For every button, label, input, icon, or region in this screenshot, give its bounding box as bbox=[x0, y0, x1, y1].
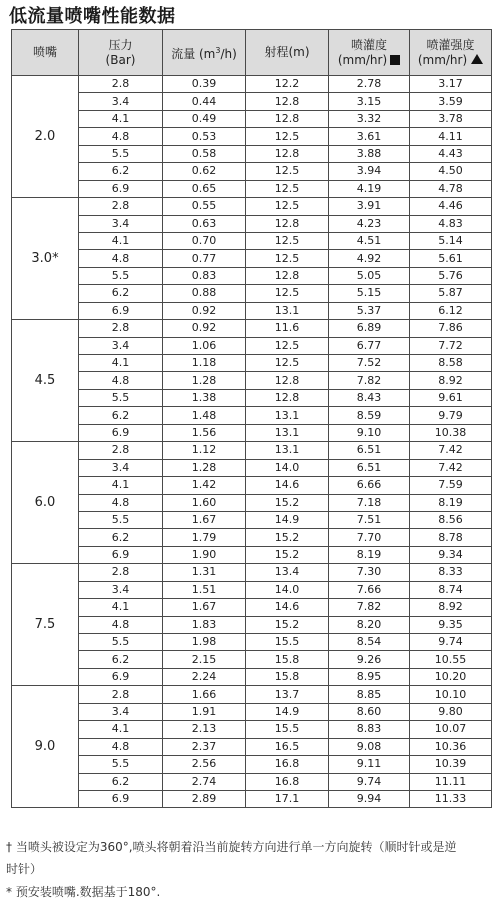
flow-cell: 0.58 bbox=[163, 145, 246, 162]
flow-cell: 0.65 bbox=[163, 180, 246, 197]
pressure-cell: 2.8 bbox=[79, 198, 163, 215]
flow-cell: 2.74 bbox=[163, 773, 246, 790]
table-row bbox=[12, 773, 492, 790]
precip-square-cell: 9.74 bbox=[329, 773, 410, 790]
pressure-cell: 4.1 bbox=[79, 355, 163, 372]
flow-cell: 1.79 bbox=[163, 529, 246, 546]
table-row bbox=[12, 721, 492, 738]
precip-triangle-cell: 10.07 bbox=[410, 721, 492, 738]
radius-cell: 14.6 bbox=[246, 599, 329, 616]
radius-cell: 11.6 bbox=[246, 320, 329, 337]
radius-cell: 13.7 bbox=[246, 686, 329, 703]
precip-square-cell: 4.51 bbox=[329, 232, 410, 249]
flow-cell: 1.67 bbox=[163, 511, 246, 528]
header-pressure: 压力 (Bar) bbox=[79, 30, 163, 76]
table-row bbox=[12, 651, 492, 668]
pressure-cell: 6.9 bbox=[79, 424, 163, 441]
pressure-cell: 4.1 bbox=[79, 599, 163, 616]
pressure-cell: 6.2 bbox=[79, 773, 163, 790]
nozzle-cell: 4.5 bbox=[12, 320, 79, 442]
flow-cell: 1.98 bbox=[163, 634, 246, 651]
precip-square-cell: 8.83 bbox=[329, 721, 410, 738]
pressure-cell: 5.5 bbox=[79, 267, 163, 284]
table-row bbox=[12, 494, 492, 511]
radius-cell: 16.8 bbox=[246, 756, 329, 773]
precip-square-cell: 5.15 bbox=[329, 285, 410, 302]
flow-cell: 1.67 bbox=[163, 599, 246, 616]
pressure-cell: 5.5 bbox=[79, 756, 163, 773]
flow-cell: 0.44 bbox=[163, 93, 246, 110]
flow-cell: 2.13 bbox=[163, 721, 246, 738]
precip-triangle-cell: 10.20 bbox=[410, 668, 492, 685]
precip-triangle-cell: 3.17 bbox=[410, 76, 492, 93]
pressure-cell: 4.8 bbox=[79, 616, 163, 633]
table-row bbox=[12, 320, 492, 337]
precip-square-cell: 9.08 bbox=[329, 738, 410, 755]
radius-cell: 15.2 bbox=[246, 616, 329, 633]
precip-triangle-cell: 11.33 bbox=[410, 790, 492, 807]
table-row bbox=[12, 564, 492, 581]
pressure-cell: 4.8 bbox=[79, 738, 163, 755]
pressure-cell: 4.1 bbox=[79, 721, 163, 738]
radius-cell: 15.5 bbox=[246, 721, 329, 738]
precip-square-cell: 7.52 bbox=[329, 355, 410, 372]
precip-square-cell: 7.82 bbox=[329, 599, 410, 616]
radius-cell: 12.8 bbox=[246, 110, 329, 127]
table-row bbox=[12, 529, 492, 546]
precip-square-cell: 6.66 bbox=[329, 477, 410, 494]
radius-cell: 16.5 bbox=[246, 738, 329, 755]
nozzle-cell: 2.0 bbox=[12, 76, 79, 198]
pressure-cell: 6.9 bbox=[79, 668, 163, 685]
pressure-cell: 6.2 bbox=[79, 529, 163, 546]
flow-cell: 2.89 bbox=[163, 790, 246, 807]
radius-cell: 13.1 bbox=[246, 407, 329, 424]
triangle-icon bbox=[471, 54, 483, 64]
flow-cell: 0.92 bbox=[163, 320, 246, 337]
note-dagger: † 当喷头被设定为360°,喷头将朝着沿当前旋转方向进行单一方向旋转（顺时针或是逆 时针） bbox=[6, 840, 457, 876]
table-header-row bbox=[12, 30, 492, 76]
header-nozzle: 喷嘴 bbox=[12, 30, 79, 76]
radius-cell: 12.8 bbox=[246, 389, 329, 406]
precip-triangle-cell: 7.72 bbox=[410, 337, 492, 354]
precip-square-cell: 6.89 bbox=[329, 320, 410, 337]
precip-triangle-cell: 10.10 bbox=[410, 686, 492, 703]
flow-cell: 0.62 bbox=[163, 163, 246, 180]
precip-square-cell: 4.92 bbox=[329, 250, 410, 267]
radius-cell: 12.5 bbox=[246, 337, 329, 354]
radius-cell: 13.4 bbox=[246, 564, 329, 581]
precip-triangle-cell: 5.14 bbox=[410, 232, 492, 249]
radius-cell: 13.1 bbox=[246, 442, 329, 459]
table-row bbox=[12, 250, 492, 267]
table-row bbox=[12, 546, 492, 563]
precip-triangle-cell: 9.34 bbox=[410, 546, 492, 563]
flow-cell: 1.31 bbox=[163, 564, 246, 581]
precip-square-cell: 3.15 bbox=[329, 93, 410, 110]
precip-triangle-cell: 7.42 bbox=[410, 442, 492, 459]
table-row bbox=[12, 407, 492, 424]
precip-triangle-cell: 8.92 bbox=[410, 599, 492, 616]
radius-cell: 16.8 bbox=[246, 773, 329, 790]
table-row bbox=[12, 668, 492, 685]
table-row bbox=[12, 424, 492, 441]
precip-triangle-cell: 8.58 bbox=[410, 355, 492, 372]
radius-cell: 12.5 bbox=[246, 250, 329, 267]
pressure-cell: 4.1 bbox=[79, 477, 163, 494]
header-flow: 流量 $(m^3/h)$ bbox=[163, 30, 246, 76]
precip-square-cell: 9.94 bbox=[329, 790, 410, 807]
pressure-cell: 6.9 bbox=[79, 790, 163, 807]
precip-triangle-cell: 4.43 bbox=[410, 145, 492, 162]
note-asterisk: * 预安装喷嘴.数据基于180°. bbox=[6, 885, 161, 899]
precip-triangle-cell: 7.59 bbox=[410, 477, 492, 494]
precip-square-cell: 6.51 bbox=[329, 459, 410, 476]
precip-triangle-cell: 9.61 bbox=[410, 389, 492, 406]
precip-triangle-cell: 8.78 bbox=[410, 529, 492, 546]
pressure-cell: 2.8 bbox=[79, 320, 163, 337]
table-row bbox=[12, 180, 492, 197]
pressure-cell: 4.8 bbox=[79, 250, 163, 267]
radius-cell: 15.2 bbox=[246, 529, 329, 546]
flow-cell: 0.63 bbox=[163, 215, 246, 232]
flow-cell: 1.28 bbox=[163, 459, 246, 476]
precip-triangle-cell: 4.78 bbox=[410, 180, 492, 197]
radius-cell: 12.8 bbox=[246, 372, 329, 389]
precip-square-cell: 9.10 bbox=[329, 424, 410, 441]
precip-square-cell: 8.95 bbox=[329, 668, 410, 685]
precip-square-cell: 7.51 bbox=[329, 511, 410, 528]
flow-cell: 0.55 bbox=[163, 198, 246, 215]
table-row bbox=[12, 634, 492, 651]
pressure-cell: 6.9 bbox=[79, 546, 163, 563]
precip-square-cell: 4.23 bbox=[329, 215, 410, 232]
table-row bbox=[12, 337, 492, 354]
table-row bbox=[12, 93, 492, 110]
pressure-cell: 5.5 bbox=[79, 145, 163, 162]
radius-cell: 14.6 bbox=[246, 477, 329, 494]
radius-cell: 12.8 bbox=[246, 145, 329, 162]
table-row bbox=[12, 790, 492, 807]
precip-square-cell: 3.88 bbox=[329, 145, 410, 162]
flow-cell: 1.48 bbox=[163, 407, 246, 424]
pressure-cell: 3.4 bbox=[79, 337, 163, 354]
precip-triangle-cell: 4.46 bbox=[410, 198, 492, 215]
precip-square-cell: 8.60 bbox=[329, 703, 410, 720]
flow-cell: 0.53 bbox=[163, 128, 246, 145]
precip-triangle-cell: 9.80 bbox=[410, 703, 492, 720]
precip-triangle-cell: 6.12 bbox=[410, 302, 492, 319]
precip-triangle-cell: 9.35 bbox=[410, 616, 492, 633]
flow-cell: 1.18 bbox=[163, 355, 246, 372]
radius-cell: 12.5 bbox=[246, 180, 329, 197]
flow-cell: 0.92 bbox=[163, 302, 246, 319]
flow-cell: 1.91 bbox=[163, 703, 246, 720]
precip-square-cell: 2.78 bbox=[329, 76, 410, 93]
precip-triangle-cell: 7.42 bbox=[410, 459, 492, 476]
nozzle-cell: 7.5 bbox=[12, 564, 79, 686]
table-row bbox=[12, 285, 492, 302]
radius-cell: 15.2 bbox=[246, 546, 329, 563]
flow-cell: 0.77 bbox=[163, 250, 246, 267]
flow-cell: 1.60 bbox=[163, 494, 246, 511]
header-precip-triangle: 喷灌强度 (mm/hr) bbox=[410, 30, 492, 76]
radius-cell: 12.8 bbox=[246, 215, 329, 232]
precip-square-cell: 8.59 bbox=[329, 407, 410, 424]
radius-cell: 12.2 bbox=[246, 76, 329, 93]
radius-cell: 15.5 bbox=[246, 634, 329, 651]
page-title: 低流量喷嘴性能数据 bbox=[9, 6, 176, 27]
flow-cell: 0.83 bbox=[163, 267, 246, 284]
pressure-cell: 6.2 bbox=[79, 285, 163, 302]
radius-cell: 15.2 bbox=[246, 494, 329, 511]
table-row bbox=[12, 442, 492, 459]
table-row bbox=[12, 756, 492, 773]
table-row bbox=[12, 599, 492, 616]
precip-triangle-cell: 3.59 bbox=[410, 93, 492, 110]
precip-square-cell: 3.94 bbox=[329, 163, 410, 180]
precip-triangle-cell: 8.92 bbox=[410, 372, 492, 389]
flow-cell: 1.83 bbox=[163, 616, 246, 633]
precip-square-cell: 8.85 bbox=[329, 686, 410, 703]
pressure-cell: 4.1 bbox=[79, 110, 163, 127]
table-row bbox=[12, 581, 492, 598]
precip-triangle-cell: 11.11 bbox=[410, 773, 492, 790]
precip-square-cell: 5.37 bbox=[329, 302, 410, 319]
precip-triangle-cell: 5.61 bbox=[410, 250, 492, 267]
flow-cell: 0.88 bbox=[163, 285, 246, 302]
table-row bbox=[12, 738, 492, 755]
flow-cell: 1.42 bbox=[163, 477, 246, 494]
table-row bbox=[12, 232, 492, 249]
precip-square-cell: 8.19 bbox=[329, 546, 410, 563]
radius-cell: 15.8 bbox=[246, 668, 329, 685]
table-row bbox=[12, 128, 492, 145]
radius-cell: 12.5 bbox=[246, 128, 329, 145]
radius-cell: 14.9 bbox=[246, 703, 329, 720]
header-precip-square: 喷灌度 (mm/hr) bbox=[329, 30, 410, 76]
precip-triangle-cell: 10.55 bbox=[410, 651, 492, 668]
flow-cell: 2.24 bbox=[163, 668, 246, 685]
precip-square-cell: 3.32 bbox=[329, 110, 410, 127]
radius-cell: 14.9 bbox=[246, 511, 329, 528]
pressure-cell: 2.8 bbox=[79, 442, 163, 459]
flow-cell: 0.70 bbox=[163, 232, 246, 249]
precip-square-cell: 9.11 bbox=[329, 756, 410, 773]
flow-cell: 0.49 bbox=[163, 110, 246, 127]
flow-cell: 1.28 bbox=[163, 372, 246, 389]
precip-square-cell: 8.54 bbox=[329, 634, 410, 651]
table-row bbox=[12, 302, 492, 319]
header-radius: 射程(m) bbox=[246, 30, 329, 76]
table-row bbox=[12, 355, 492, 372]
table-row bbox=[12, 215, 492, 232]
radius-cell: 12.5 bbox=[246, 355, 329, 372]
flow-cell: 2.15 bbox=[163, 651, 246, 668]
pressure-cell: 4.1 bbox=[79, 232, 163, 249]
precip-square-cell: 6.77 bbox=[329, 337, 410, 354]
pressure-cell: 2.8 bbox=[79, 76, 163, 93]
precip-triangle-cell: 8.33 bbox=[410, 564, 492, 581]
pressure-cell: 6.9 bbox=[79, 302, 163, 319]
table-row bbox=[12, 145, 492, 162]
table-row bbox=[12, 110, 492, 127]
radius-cell: 12.8 bbox=[246, 93, 329, 110]
pressure-cell: 3.4 bbox=[79, 215, 163, 232]
precip-triangle-cell: 8.74 bbox=[410, 581, 492, 598]
pressure-cell: 4.8 bbox=[79, 494, 163, 511]
precip-square-cell: 3.61 bbox=[329, 128, 410, 145]
radius-cell: 13.1 bbox=[246, 302, 329, 319]
flow-cell: 1.66 bbox=[163, 686, 246, 703]
flow-cell: 0.39 bbox=[163, 76, 246, 93]
table-body bbox=[12, 76, 492, 808]
table-row bbox=[12, 686, 492, 703]
precip-square-cell: 7.18 bbox=[329, 494, 410, 511]
pressure-cell: 3.4 bbox=[79, 703, 163, 720]
table-row bbox=[12, 616, 492, 633]
table-row bbox=[12, 703, 492, 720]
precip-square-cell: 4.19 bbox=[329, 180, 410, 197]
flow-cell: 1.56 bbox=[163, 424, 246, 441]
radius-cell: 14.0 bbox=[246, 459, 329, 476]
precip-triangle-cell: 9.79 bbox=[410, 407, 492, 424]
table-row bbox=[12, 267, 492, 284]
precip-square-cell: 8.20 bbox=[329, 616, 410, 633]
nozzle-cell: 9.0 bbox=[12, 686, 79, 808]
nozzle-cell: 3.0* bbox=[12, 198, 79, 320]
precip-triangle-cell: 10.38 bbox=[410, 424, 492, 441]
pressure-cell: 4.8 bbox=[79, 128, 163, 145]
table-row bbox=[12, 459, 492, 476]
table-row bbox=[12, 511, 492, 528]
precip-triangle-cell: 4.50 bbox=[410, 163, 492, 180]
table-row bbox=[12, 198, 492, 215]
table-row bbox=[12, 163, 492, 180]
pressure-cell: 5.5 bbox=[79, 634, 163, 651]
precip-square-cell: 7.30 bbox=[329, 564, 410, 581]
flow-cell: 1.90 bbox=[163, 546, 246, 563]
nozzle-cell: 6.0 bbox=[12, 442, 79, 564]
pressure-cell: 3.4 bbox=[79, 581, 163, 598]
precip-triangle-cell: 8.19 bbox=[410, 494, 492, 511]
table-row bbox=[12, 76, 492, 93]
precip-triangle-cell: 8.56 bbox=[410, 511, 492, 528]
precip-square-cell: 7.66 bbox=[329, 581, 410, 598]
precip-square-cell: 3.91 bbox=[329, 198, 410, 215]
flow-cell: 2.56 bbox=[163, 756, 246, 773]
pressure-cell: 5.5 bbox=[79, 511, 163, 528]
pressure-cell: 3.4 bbox=[79, 93, 163, 110]
table-row bbox=[12, 372, 492, 389]
flow-cell: 1.12 bbox=[163, 442, 246, 459]
precip-triangle-cell: 3.78 bbox=[410, 110, 492, 127]
flow-cell: 1.06 bbox=[163, 337, 246, 354]
precip-square-cell: 6.51 bbox=[329, 442, 410, 459]
pressure-cell: 2.8 bbox=[79, 686, 163, 703]
radius-cell: 12.5 bbox=[246, 232, 329, 249]
pressure-cell: 2.8 bbox=[79, 564, 163, 581]
radius-cell: 12.5 bbox=[246, 198, 329, 215]
precip-triangle-cell: 10.36 bbox=[410, 738, 492, 755]
radius-cell: 12.8 bbox=[246, 267, 329, 284]
precip-square-cell: 7.82 bbox=[329, 372, 410, 389]
radius-cell: 15.8 bbox=[246, 651, 329, 668]
flow-cell: 1.51 bbox=[163, 581, 246, 598]
precip-triangle-cell: 4.83 bbox=[410, 215, 492, 232]
precip-square-cell: 9.26 bbox=[329, 651, 410, 668]
pressure-cell: 5.5 bbox=[79, 389, 163, 406]
flow-cell: 1.38 bbox=[163, 389, 246, 406]
table-row bbox=[12, 477, 492, 494]
precip-triangle-cell: 5.87 bbox=[410, 285, 492, 302]
precip-triangle-cell: 7.86 bbox=[410, 320, 492, 337]
pressure-cell: 3.4 bbox=[79, 459, 163, 476]
precip-square-cell: 7.70 bbox=[329, 529, 410, 546]
pressure-cell: 6.2 bbox=[79, 407, 163, 424]
precip-square-cell: 5.05 bbox=[329, 267, 410, 284]
precip-triangle-cell: 10.39 bbox=[410, 756, 492, 773]
precip-triangle-cell: 4.11 bbox=[410, 128, 492, 145]
precip-triangle-cell: 9.74 bbox=[410, 634, 492, 651]
square-icon bbox=[390, 55, 400, 65]
pressure-cell: 6.2 bbox=[79, 651, 163, 668]
pressure-cell: 6.9 bbox=[79, 180, 163, 197]
radius-cell: 12.5 bbox=[246, 285, 329, 302]
radius-cell: 17.1 bbox=[246, 790, 329, 807]
pressure-cell: 6.2 bbox=[79, 163, 163, 180]
radius-cell: 14.0 bbox=[246, 581, 329, 598]
radius-cell: 13.1 bbox=[246, 424, 329, 441]
table-row bbox=[12, 389, 492, 406]
flow-cell: 2.37 bbox=[163, 738, 246, 755]
precip-square-cell: 8.43 bbox=[329, 389, 410, 406]
performance-table bbox=[11, 29, 492, 808]
precip-triangle-cell: 5.76 bbox=[410, 267, 492, 284]
radius-cell: 12.5 bbox=[246, 163, 329, 180]
pressure-cell: 4.8 bbox=[79, 372, 163, 389]
